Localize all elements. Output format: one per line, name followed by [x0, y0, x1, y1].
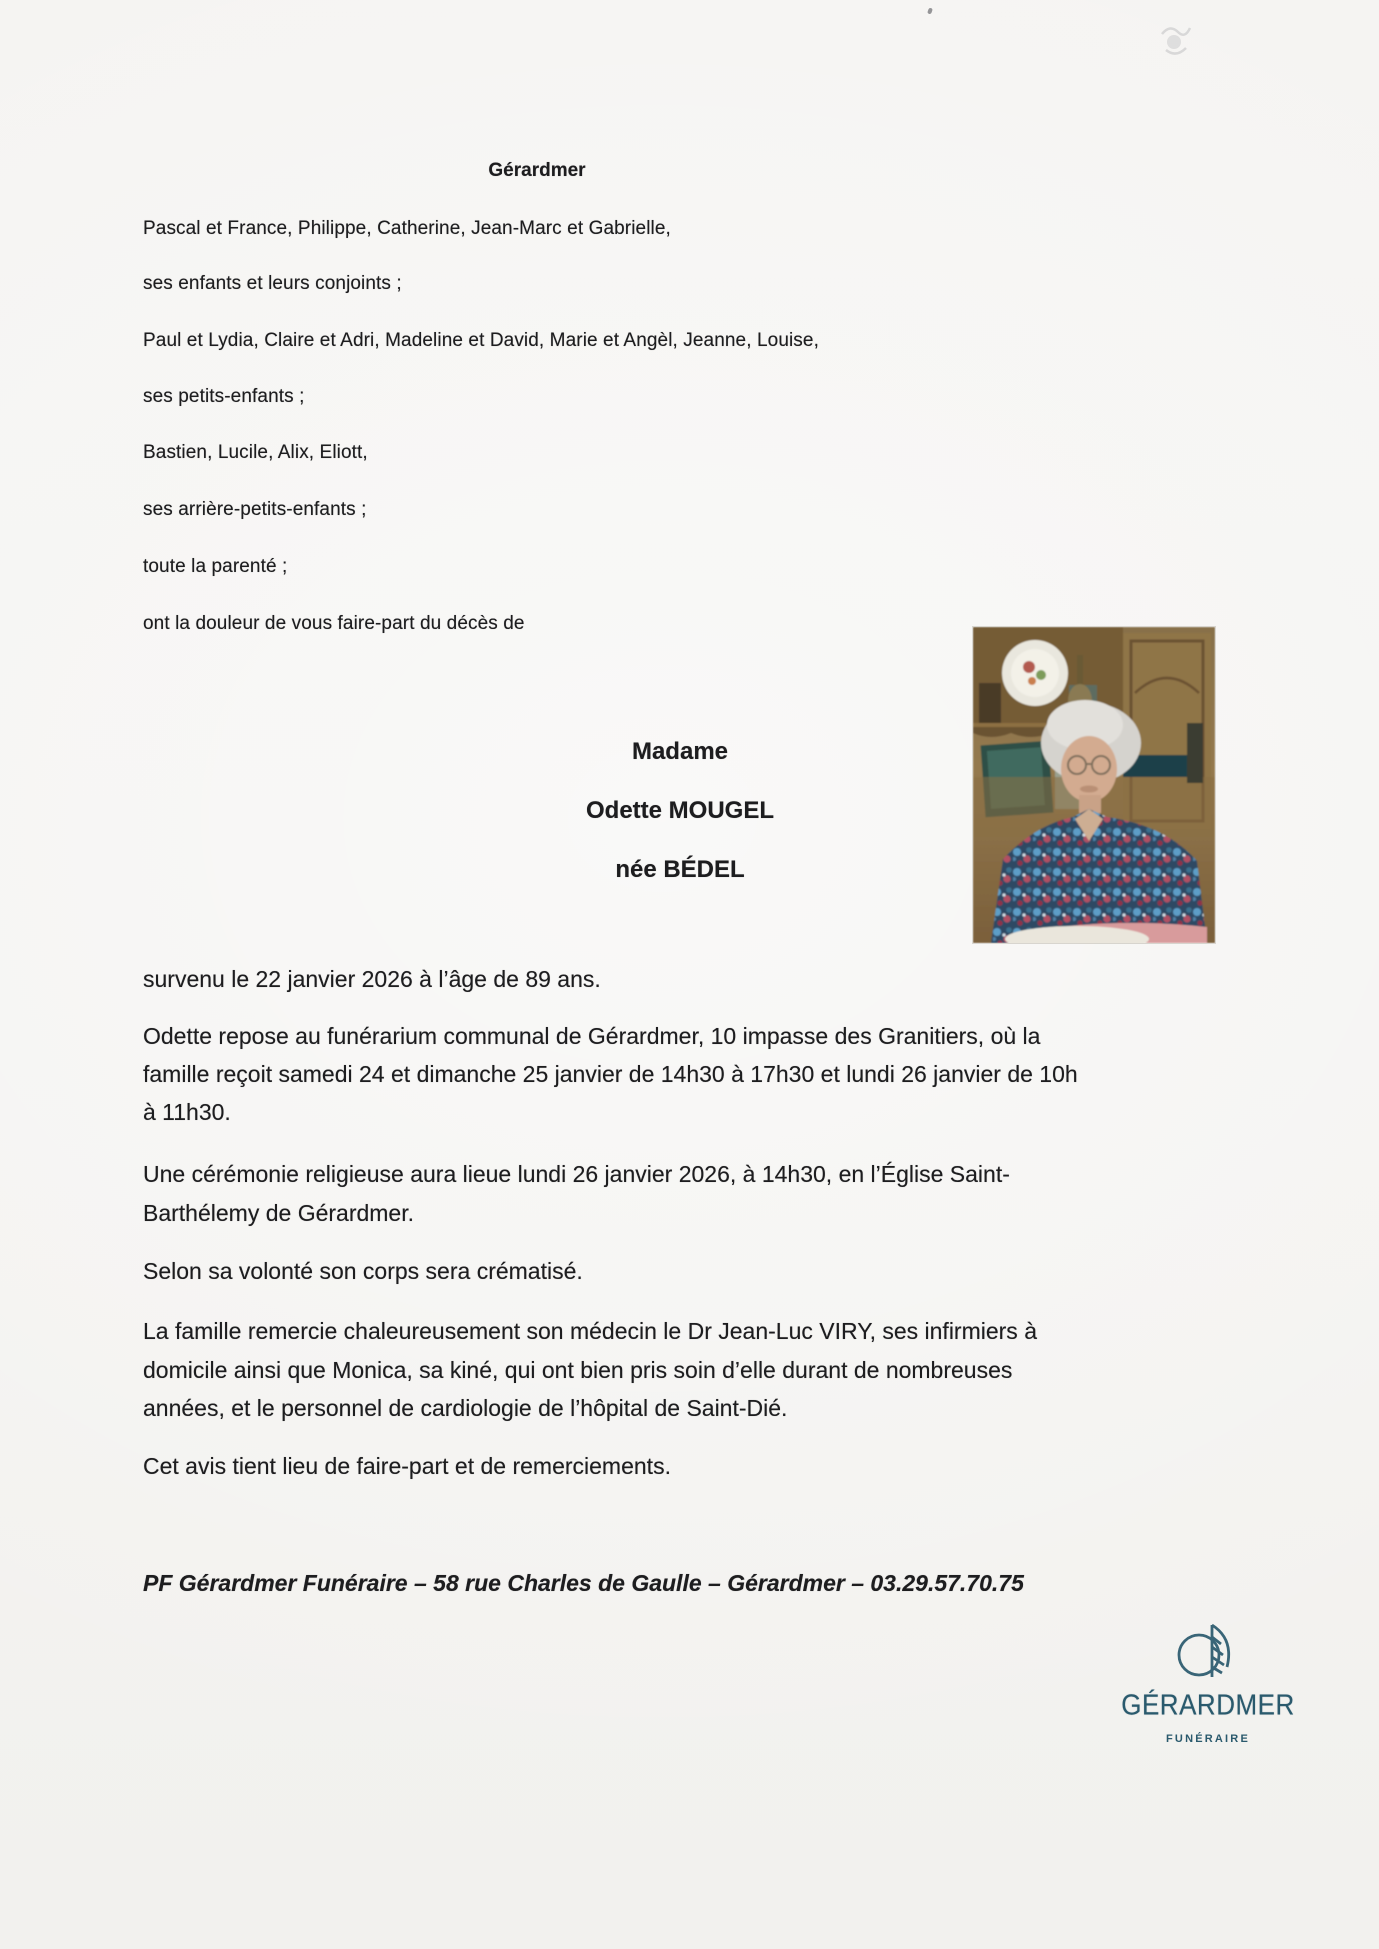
funeral-home-footer: PF Gérardmer Funéraire – 58 rue Charles de Gaulle – Gérardmer – 03.29.57.70.75 — [143, 1570, 1024, 1596]
funeral-home-logo-icon — [1176, 1621, 1234, 1681]
family-line: Pascal et France, Philippe, Catherine, Jean-Marc et Gabrielle, — [143, 218, 671, 239]
body-line: années, et le personnel de cardiologie de l’hôpital de Saint-Dié. — [143, 1395, 788, 1421]
body-line: Odette repose au funérarium communal de Gérardmer, 10 impasse des Granitiers, où la — [143, 1023, 1041, 1049]
scan-smudge — [1152, 16, 1196, 62]
family-line: toute la parenté ; — [143, 556, 288, 577]
body-line: Barthélemy de Gérardmer. — [143, 1200, 415, 1226]
family-line: ses enfants et leurs conjoints ; — [143, 273, 402, 294]
funeral-home-logo-subtitle: FUNÉRAIRE — [1166, 1733, 1250, 1745]
body-line: famille reçoit samedi 24 et dimanche 25 janvier de 14h30 à 17h30 et lundi 26 janvier de 10h — [143, 1061, 1078, 1087]
family-line: ses petits-enfants ; — [143, 386, 305, 407]
body-line: Selon sa volonté son corps sera crématisé. — [143, 1258, 583, 1284]
body-line: La famille remercie chaleureusement son médecin le Dr Jean-Luc VIRY, ses infirmiers à — [143, 1318, 1037, 1344]
family-line: ses arrière-petits-enfants ; — [143, 499, 367, 520]
funeral-home-logo-brand: GÉRARDMER — [1121, 1688, 1295, 1721]
family-line: Bastien, Lucile, Alix, Eliott, — [143, 442, 368, 463]
body-line: à 11h30. — [143, 1099, 231, 1125]
deceased-salutation: Madame — [631, 738, 729, 765]
body-line: Une cérémonie religieuse aura lieue lundi 26 janvier 2026, à 14h30, en l’Église Saint- — [143, 1161, 1010, 1187]
portrait-photo — [973, 627, 1215, 943]
family-line: ont la douleur de vous faire-part du décès de — [143, 613, 525, 634]
body-line: survenu le 22 janvier 2026 à l’âge de 89 ans. — [143, 966, 601, 992]
family-line: Paul et Lydia, Claire et Adri, Madeline et David, Marie et Angèl, Jeanne, Louise, — [143, 330, 819, 351]
deceased-maiden-name: née BÉDEL — [615, 856, 745, 883]
body-line: domicile ainsi que Monica, sa kiné, qui ont bien pris soin d’elle durant de nombreuses — [143, 1357, 1013, 1383]
scan-speck — [927, 7, 933, 14]
deceased-name: Odette MOUGEL — [585, 797, 774, 824]
body-line: Cet avis tient lieu de faire-part et de remerciements. — [143, 1453, 671, 1479]
page-title-city: Gérardmer — [488, 160, 586, 181]
